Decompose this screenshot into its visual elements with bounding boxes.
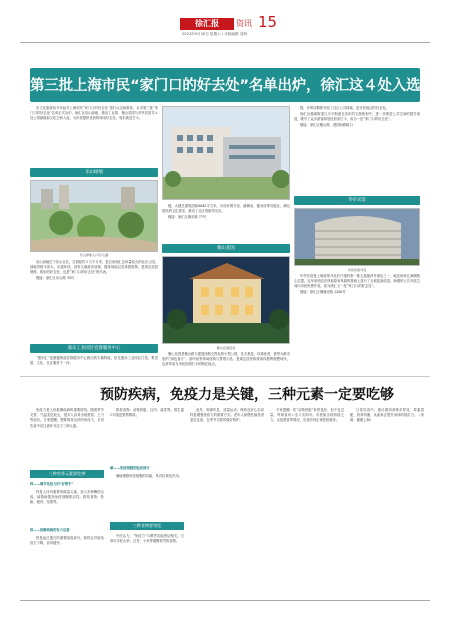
leshan-photo [30,180,158,252]
hengshan-photo [162,256,290,344]
hengshan-caption: 衡山花园夜景 [216,346,236,350]
kangle-image [163,107,290,200]
kangle-intro [30,356,158,370]
section-tag-leshan: 乐山绿地 [30,168,158,177]
health-col1b-text: 锌是人体内重要的微量元素，参与多种酶的合成，能帮助提高免疫细胞的活性。推荐食物：牡蛎、瘦肉、坚果等。 [30,490,104,505]
huating-text: 华亭宾馆是上海改革开放后兴建的第一批五星级涉外酒店之一，地处徐家汇商圈核心位置。近年来酒店在保留原有风貌的基础上进行了全面更新改造，新增的公共开放空间向市民免费开放，成为徐汇又一处“家门口的好去处”。 [294,274,420,289]
section-divider [20,376,430,377]
dateline: 2023年9月30日 星期六 / 本版编辑 刘海 [182,32,247,36]
section-tag-huating: 华亭宾馆 [294,196,420,205]
health-col5 [350,408,424,598]
health-col2-text: 推荐食物：动物肝脏、红肉、菠菜等。维生素C可促进铁的吸收。 [110,408,184,418]
page-number: 15 [258,13,278,31]
health-col5-text: 日常饮食中，建议做到食物多样化，荤素搭配，营养均衡，从而真正提升身体的抵抗力。（来源：健康上海） [350,408,424,423]
lead-intro-text: 市文化旅游局今年起对上海市民“家门口的好去处”进行认定和推荐，本市第三批“家门口的好去处”名单正式出炉。徐汇区乐山绿地、康乐工业园、衡山花园与华亭宾馆共４处公园绿地和文化空间入选，为市民提供优质的休闲好去处，周末就近打卡。 [30,106,158,121]
lead-col2-note: 链接：徐汇区康乐路 77号 [168,215,207,219]
lead-col2 [162,204,290,240]
leshan-body [30,260,158,340]
huating-photo [294,208,420,266]
health-col2c-text: 中医认为，“免疫力”与脾胃功能密切相关。日常可多吃山药、红枣、小米等健脾养胃的食物。 [110,534,184,544]
huating-body [294,274,420,368]
health-h2-tag [110,522,184,530]
huating-caption: 华亭宾馆外景 [347,268,367,272]
section-name: 资讯 [236,19,252,28]
health-col1 [30,408,104,468]
lead-intro [30,106,158,166]
newspaper-logo: 徐汇报 [180,18,234,30]
leshan-caption: 乐山绿地入口/乐山路 [79,253,109,257]
footer-divider [20,600,430,601]
health-col1c-text: 铁是血红蛋白的重要组成部分，缺铁会导致免疫力下降，容易疲劳。 [30,536,104,546]
health-col2b-text: 硒能增强免疫细胞的功能，具有抗氧化作用。 [116,474,182,478]
lead-col3 [294,106,420,194]
health-col4 [270,408,344,598]
health-col2b [110,474,184,520]
health-col4-text: 专家提醒：吃“动物肝脏”补铁虽好，但不宜过量。每周食用１至２次即可。市民如出现持续乏力、反复感冒等情况，应及时到正规医院就诊。 [270,408,344,423]
kangle-text: “康乐汇”是康健街道党群服务中心推出的专属阵地，依托康乐工业园区打造，集党建、文化、社区服务于一体。 [30,356,158,366]
health-h1-tag [30,470,104,478]
hengshan-image [163,257,290,344]
health-col1c [30,536,104,576]
lead-col2-text: 楼，大楼总建筑面积6645平方米，共设有图书室、跳舞室、健身房等功能区，满足居民的文化需求，推动了社区的睦邻友好。 [162,204,290,214]
lead-col3b-text: 徐汇区湖南街道与天平街道在近年的文旅规划中，进一步推进公共空间的提升改造，吸引了众多游客和居民前来打卡，成为一处“家门口的好去处”。 [294,111,420,121]
health-h1: 三种营养元素要吃够 [30,470,104,478]
huating-image [295,209,420,266]
leshan-text: 乐山绿地位于乐山社区，总面积约２万平方米，是目前徐汇区体量较大的社区公园。绿地内树木高大，步道环绕，设有儿童游乐设施、健身场地以及休憩座椅，是周边居民晨练、散步的好去处，也是“家门口的好去处”的代表。 [30,260,158,275]
health-col1-text: 免疫力是人体抵御疾病的重要防线。随着季节交替，气温变化较大，很多人容易出现感冒、乏力等症状。专家提醒，想要保持良好的免疫力，日常饮食中应注意补充以下三种元素。 [30,408,104,428]
hengshan-text: 衡山花园是衡山路与建国西路交界处的小型公园，花木葱茏，环境优美，被誉为都市里的“绿色客厅”。园内设有休闲座椅与景观小品，是周边居民和游客休憩的理想场所，也常常成为市民拍照打卡的网红地点。 [162,352,290,367]
health-sub3: 硒——免疫细胞的组成部分 [110,466,150,470]
huating-note: 链接：徐汇区漕溪北路 1200号 [300,290,346,295]
headline: 第三批上海市民“家门口的好去处”名单出炉，徐汇这４处入选 [30,78,421,94]
section-tag-kangle: 康乐工业园区党群服务中心 [30,344,158,353]
health-h2: 三种食物要常吃 [110,522,184,530]
health-sub2: 铁——抵御疾病的有力后盾 [30,528,70,532]
section-tag-hengshan: 衡山花园 [162,244,290,253]
leshan-note: 链接：徐汇区乐山路 35号 [36,276,75,281]
health-col3 [190,408,264,598]
lead-col3-text: 园，开埠初期即开放了社区公共绿地，是市民周边的好去处。 [300,106,390,110]
health-col3-text: 此外，规律作息、适量运动、保持良好心态同样是增强免疫力的重要方式。老年人和慢性病患者更应注意，在季节交替时做好防护。 [190,408,264,423]
lead-col3-note: 链接：徐汇区衡山路、建国西路路口 [300,122,353,127]
health-sub1: 锌——调节免疫力的“好帮手” [30,482,74,486]
health-headline: 预防疾病，免疫力是关键，三种元素一定要吃够 [100,387,394,403]
health-col1b [30,490,104,526]
health-col2c [110,534,184,594]
header-divider [20,42,430,43]
hengshan-body [162,352,290,374]
health-col2 [110,408,184,464]
kangle-photo [162,106,290,200]
leshan-image [31,181,158,252]
